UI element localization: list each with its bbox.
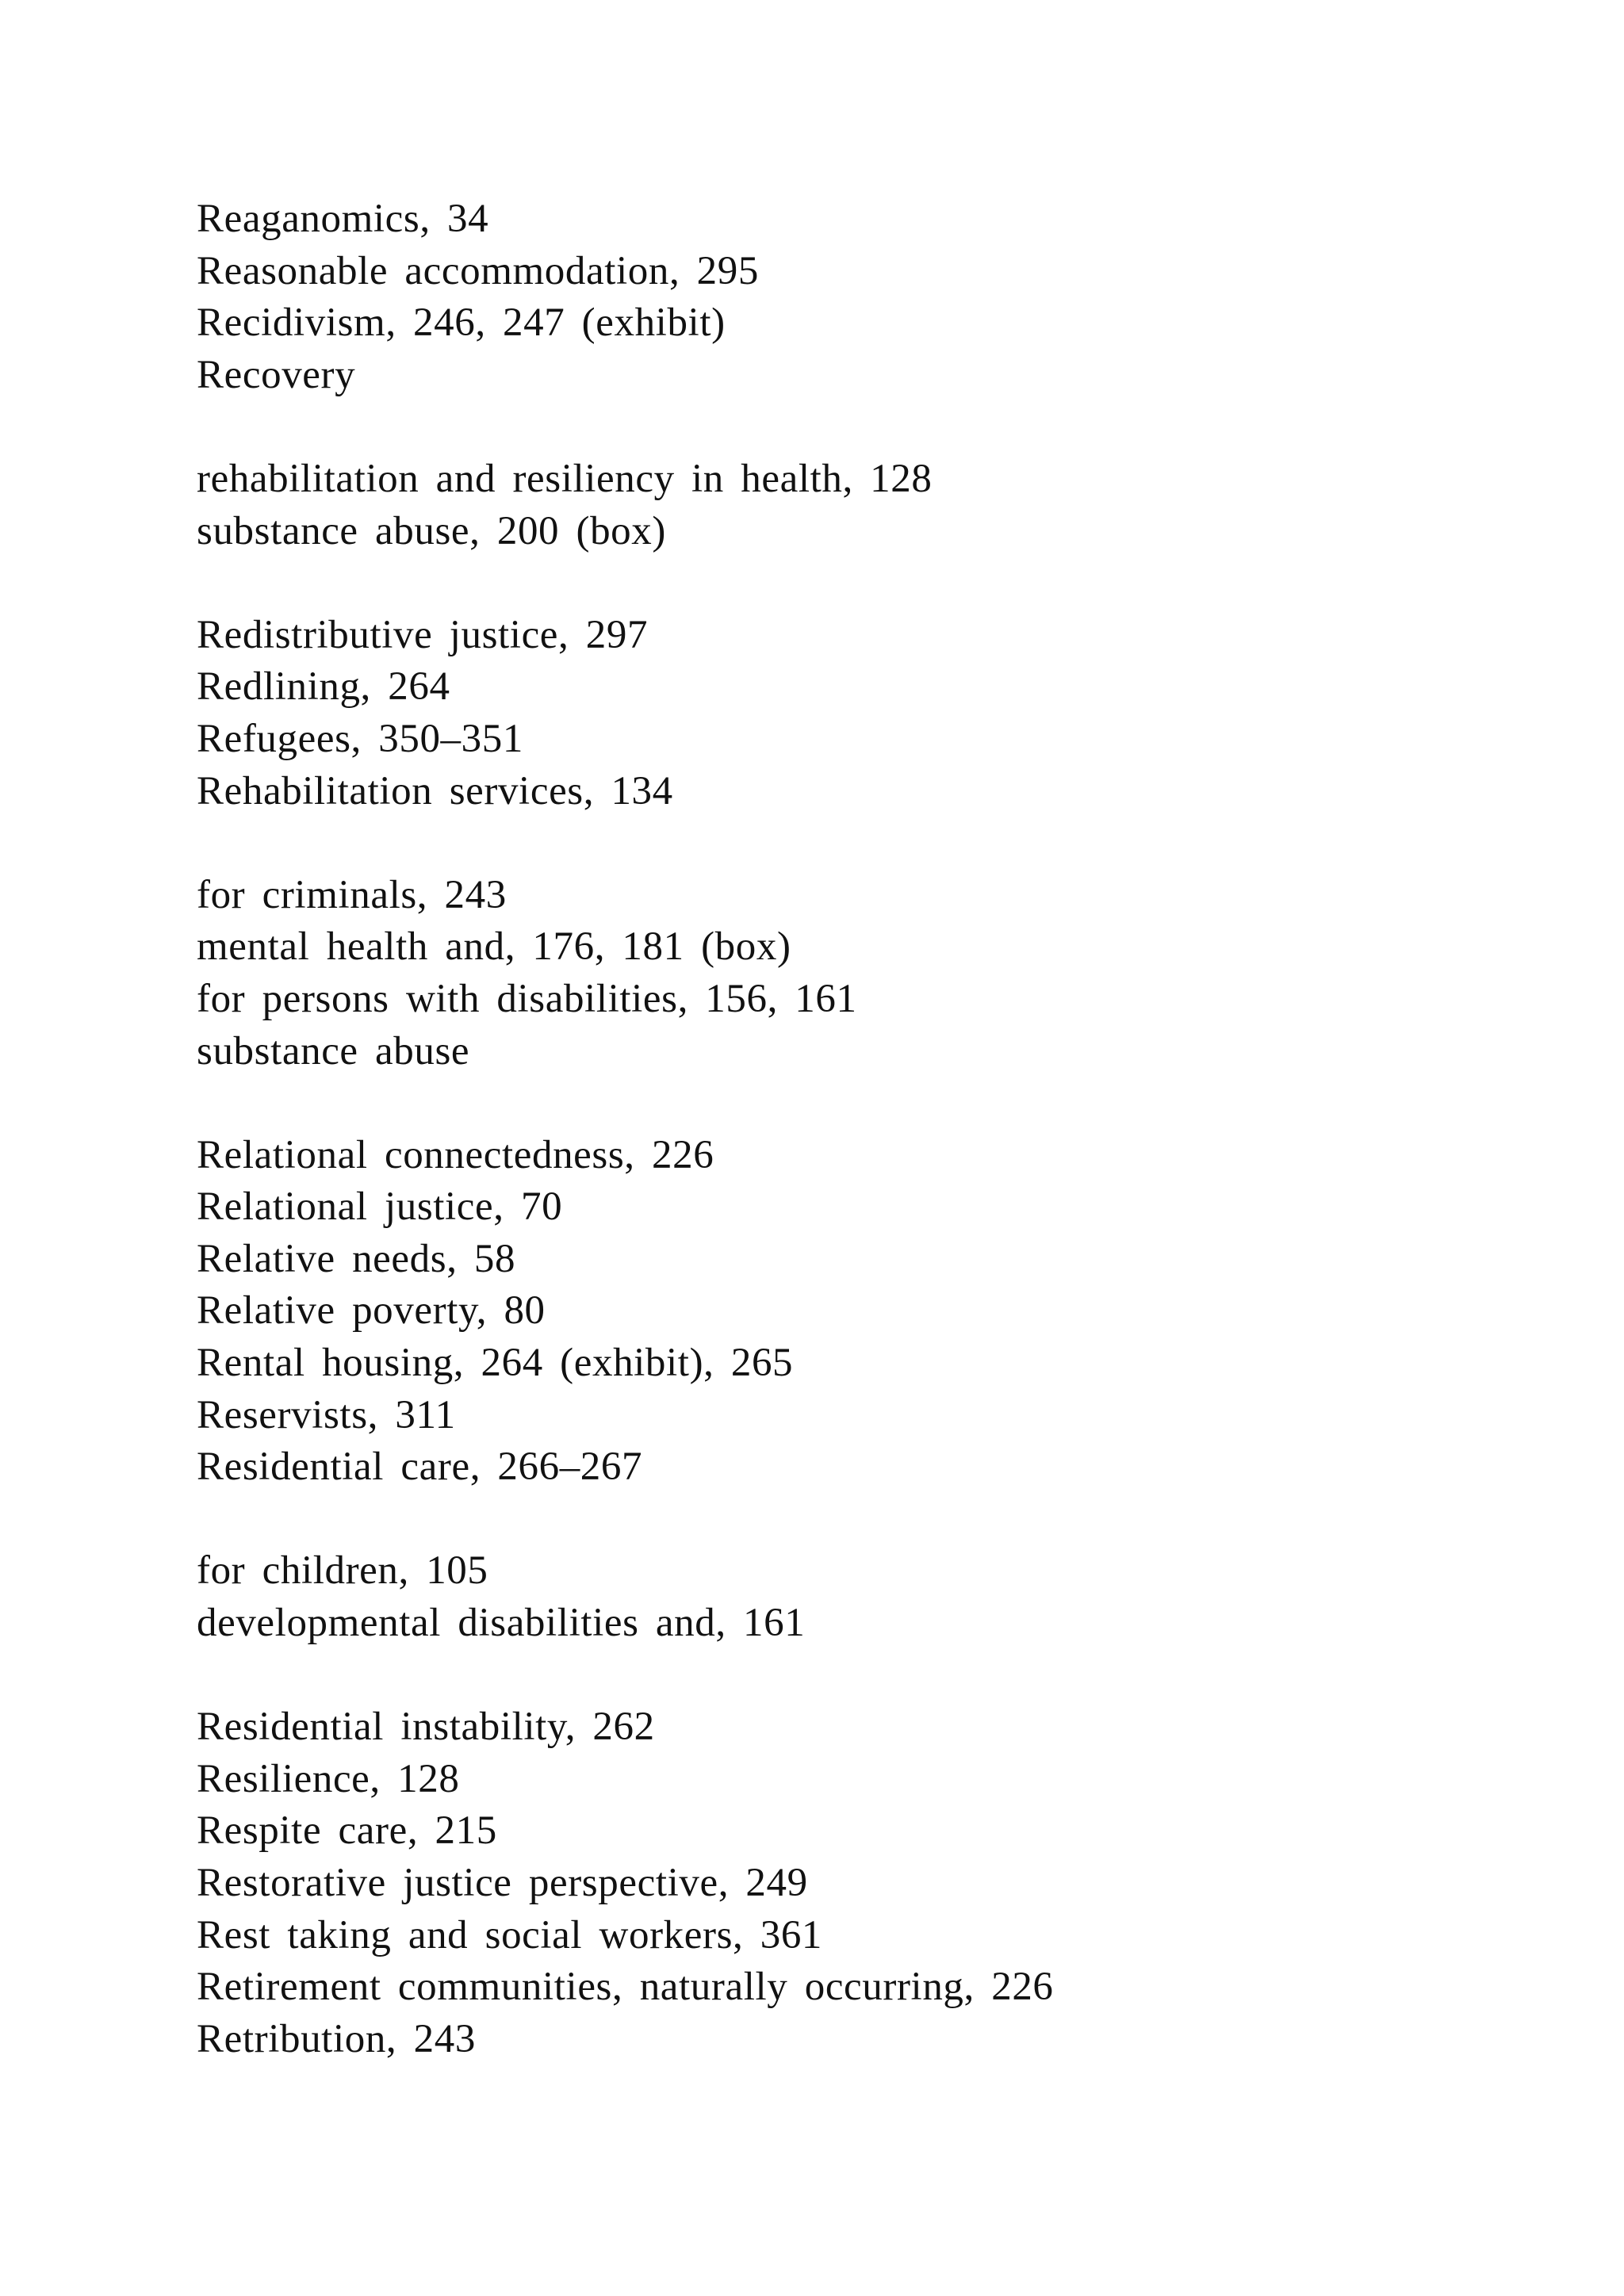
- index-entry-list: [197, 193, 1545, 2065]
- index-entry: Relational justice, 70: [197, 1184, 563, 1230]
- index-subentry: developmental disabilities and, 161: [197, 1601, 806, 1646]
- index-entry: Redlining, 264: [197, 664, 450, 710]
- index-subentry: for children, 105: [197, 1548, 488, 1594]
- index-subentry: substance abuse: [197, 1028, 470, 1073]
- index-entry: Redistributive justice, 297: [197, 612, 649, 657]
- index-entry: Residential care, 266–267: [197, 1445, 643, 1490]
- index-entry: Residential instability, 262: [197, 1705, 655, 1750]
- entry-gap: [197, 817, 1545, 870]
- index-entry: Recidivism, 246, 247 (exhibit): [197, 300, 726, 346]
- index-entry: Reservists, 311: [197, 1392, 456, 1437]
- index-entry: Rehabilitation services, 134: [197, 768, 673, 813]
- index-entry: Restorative justice perspective, 249: [197, 1861, 808, 1905]
- index-subentry: rehabilitation and resiliency in health, 128: [197, 456, 933, 501]
- index-entry: Refugees, 350–351: [197, 716, 523, 761]
- index-entry: Reaganomics, 34: [197, 197, 489, 241]
- index-subentry: for criminals, 243: [197, 872, 507, 917]
- index-entry: Recovery: [197, 352, 356, 397]
- entry-gap: [197, 1650, 1545, 1702]
- index-subentry: for persons with disabilities, 156, 161: [197, 976, 857, 1021]
- entry-gap: [197, 1077, 1545, 1130]
- index-subentry: mental health and, 176, 181 (box): [197, 924, 791, 970]
- index-entry: Retribution, 243: [197, 2016, 476, 2061]
- entry-gap: [197, 1494, 1545, 1546]
- index-entry: Reasonable accommodation, 295: [197, 248, 759, 293]
- index-entry: Rest taking and social workers, 361: [197, 1912, 823, 1957]
- index-entry: Relative needs, 58: [197, 1236, 516, 1281]
- entry-gap: [197, 401, 1545, 453]
- index-subentry: substance abuse, 200 (box): [197, 508, 666, 553]
- index-entry: Retirement communities, naturally occurring, 226: [197, 1965, 1054, 2010]
- entry-gap: [197, 557, 1545, 610]
- index-entry: Relative poverty, 80: [197, 1288, 546, 1334]
- index-entry: Rental housing, 264 (exhibit), 265: [197, 1341, 794, 1386]
- index-entry: Relational connectedness, 226: [197, 1132, 714, 1177]
- index-entry: Respite care, 215: [197, 1808, 497, 1854]
- index-entry: Resilience, 128: [197, 1756, 460, 1801]
